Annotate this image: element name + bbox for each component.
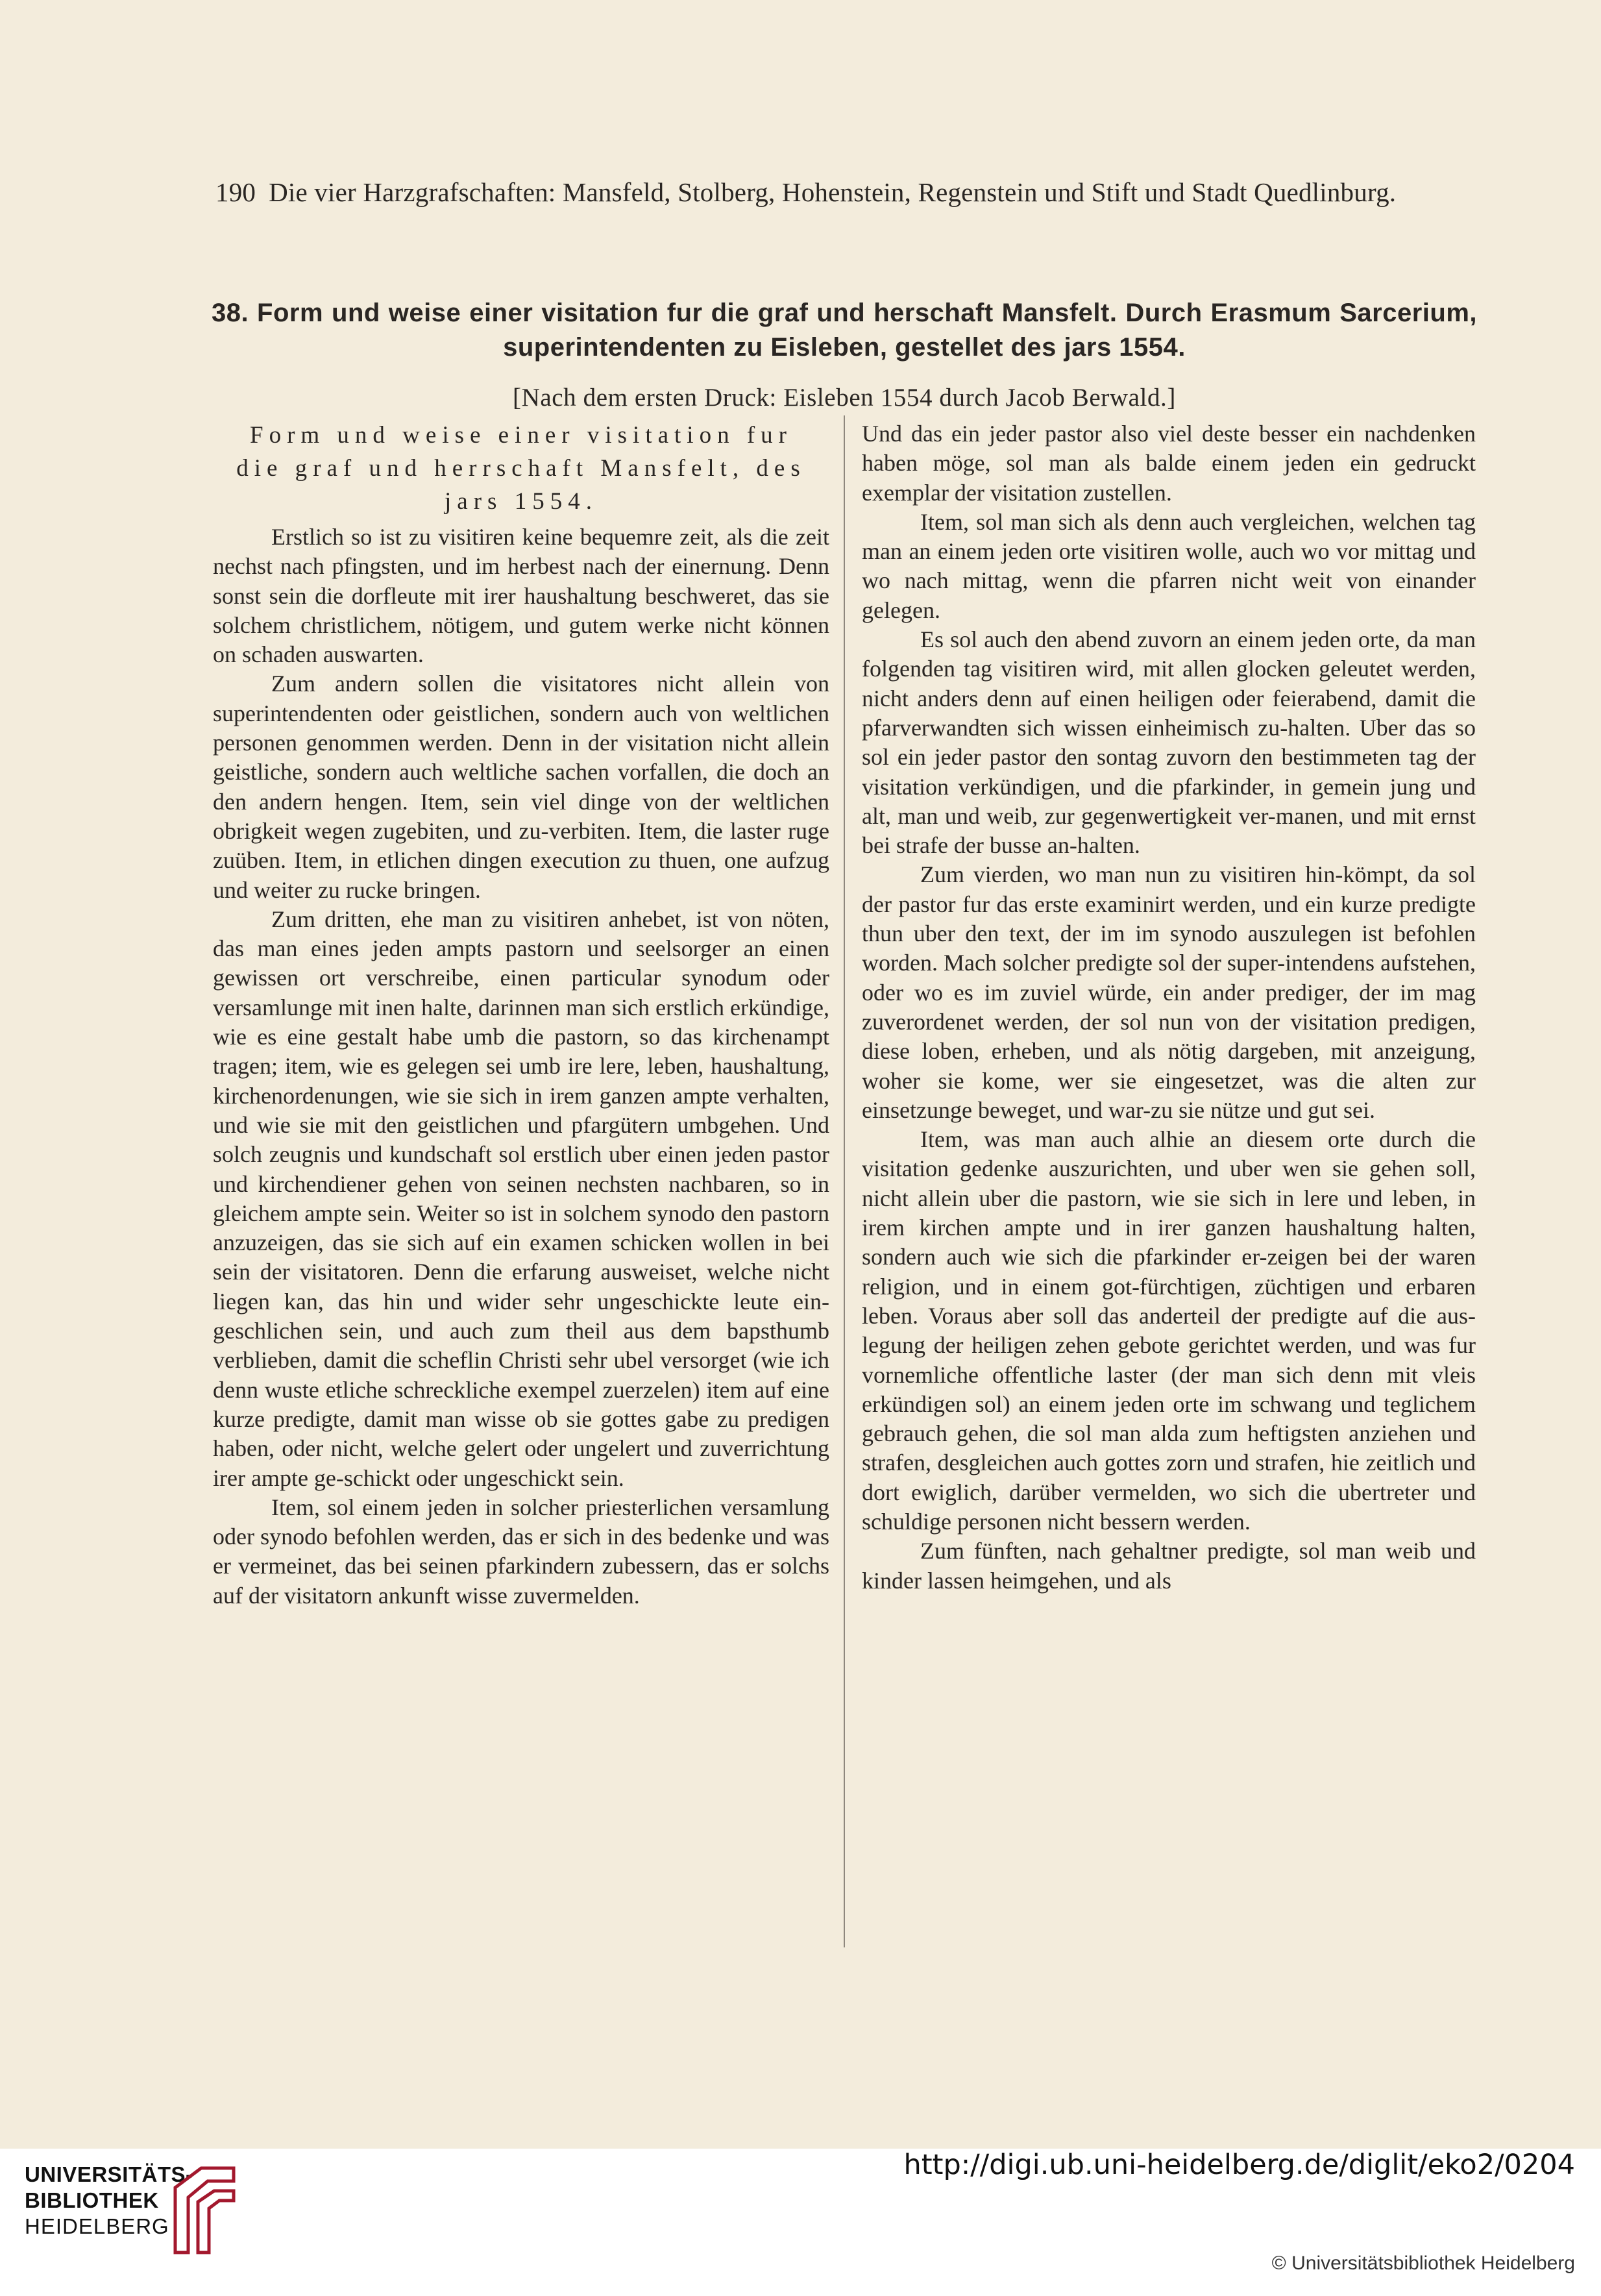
left-column bbox=[213, 421, 829, 1611]
left-paragraph-2: Zum andern sollen die visitatores nicht allein von superintendenten oder geistlichen, sondern auch von weltlichen personen genommen werden. Denn in der visitation nicht allein geistliche, sondern auch weltliche sachen vorfallen, die doch an den andern hengen. Item, sein viel dinge von der weltlichen obrigkeit wegen zugebiten, und zu-verbiten. Item, die laster ruge zuüben. Item, in etlichen dingen execution zu thuen, one aufzug und weiter zu rucke bringen. bbox=[213, 671, 829, 903]
right-paragraph-6: Zum fünften, nach gehaltner predigte, sol man weib und kinder lassen heimgehen, und als bbox=[862, 1538, 1476, 1594]
library-emblem-icon bbox=[162, 2162, 247, 2259]
left-paragraph-3: Zum dritten, ehe man zu visitiren anhebet, ist von nöten, das man eines jeden ampts pastorn und seelsorger an einen gewissen ort verschreibe, einen particular synodum oder versamlunge mit inen halte, darinnen man sich erstlich erkündige, wie es eine gestalt habe umb die pastorn, so das kirchenampt tragen; item, wie es gelegen sei umb ire lere, leben, haushaltung, kirchenordenungen, wie sie sich in irem ganzen ampte verhalten, und wie sie mit den geistlichen und pfargütern umbgehen. Und solch zeugnis und kundschaft sol erstlich uber einen jeden pastor und kirchendiener gehen von seinen nechsten nachbaren, so in gleichem ampte sein. Weiter so ist in solchem synodo den pastorn anzuzeigen, das sie sich auf ein examen schicken wollen in bei sein der visitatoren. Denn die erfarung ausweiset, welche nicht liegen kan, das hin und wider sehr ungeschickte leute ein-geschlichen sein, und auch zum theil aus dem bapsthumb verblieben, damit die scheflin Christi sehr ubel versorget (wie ich denn wuste etliche schreckliche exempel zuerzelen) item auf eine kurze predigte, damit man wisse ob sie gottes gabe zu predigen haben, oder nicht, welche gelert oder ungelert und zuverrichtung irer ampte ge-schickt oder ungeschickt sein. bbox=[213, 906, 829, 1491]
library-logo[interactable] bbox=[25, 2162, 297, 2259]
logo-line-3: HEIDELBERG bbox=[25, 2214, 169, 2238]
left-paragraph-1: Erstlich so ist zu visitiren keine bequemre zeit, als die zeit nechst nach pfingsten, und im herbest nach der einernung. Denn sonst sein die dorfleute mit irer haushaltung beschweret, das sie solchem christlichem, nötigem, und gutem werke nicht können on schaden auswarten. bbox=[213, 524, 829, 668]
right-paragraph-4: Zum vierden, wo man nun zu visitiren hin-kömpt, da sol der pastor fur das erste examinirt werden, und ein kurze predigte thun uber den text, der im im synodo auszulegen ist befohlen worden. Mach solcher predigte sol der super-intendens aufstehen, oder wo es im zuviel würde, ein ander prediger, der im mag zuverordenet werden, der sol nun von der visitation predigen, diese loben, erheben, und als nötig dargeben, mit anzeigung, woher sie kome, wer sie eingesetzet, was die alten zur einsetzunge beweget, und war-zu sie nütze und gut sei. bbox=[862, 861, 1476, 1123]
right-column bbox=[862, 419, 1476, 1596]
copyright-notice: © Universitätsbibliothek Heidelberg bbox=[1271, 2253, 1575, 2274]
permalink-url[interactable]: http://digi.ub.uni-heidelberg.de/diglit/eko2/0204 bbox=[903, 2149, 1575, 2181]
right-paragraph-1: Und das ein jeder pastor also viel deste besser ein nachdenken haben möge, sol man als balde einem jeden ein gedruckt exemplar der visitation zustellen. bbox=[862, 421, 1476, 506]
running-header bbox=[215, 177, 1448, 208]
source-note: [Nach dem ersten Druck: Eisleben 1554 durch Jacob Berwald.] bbox=[513, 384, 1176, 412]
left-paragraph-4: Item, sol einem jeden in solcher priesterlichen versamlung oder synodo befohlen werden, das er sich in des bedenke und was er vermeinet, das bei seinen pfarkindern zubessern, das er solchs auf der visitatorn ankunft wisse zuvermelden. bbox=[213, 1494, 829, 1609]
page-number: 190 bbox=[215, 177, 256, 207]
left-heading-line-1: Form und weise einer visitation fur bbox=[250, 422, 792, 449]
logo-line-1: UNIVERSITÄTS- bbox=[25, 2162, 193, 2186]
right-paragraph-5: Item, was man auch alhie an diesem orte durch die visitation gedenke auszurichten, und uber wen sie gehen soll, nicht allein uber die pastorn, wie sie sich in lere und leben, in irem kirchen ampte und in irer ganzen haushaltung halten, sondern auch wie sich die pfarkinder er-zeigen bei der waren religion, und in einem got-fürchtigen, züchtigen und erbaren leben. Voraus aber soll das anderteil der predigte auf die aus-legung der heiligen zehen gebote gerichtet werden, und was fur vornemliche offentliche laster (der man sich denn mit vleis erkündigen sol) an einem jeden orte im schwang und teglichem gebrauch gehen, die sol man alda zum heftigsten anziehen und strafen, desgleichen auch gottes zorn und strafen, hie zeitlich und dort ewiglich, darüber vermelden, wo sich die ubertreter und schuldige personen nicht bessern werden. bbox=[862, 1126, 1476, 1535]
section-title-line-2: superintendenten zu Eisleben, gestellet des jars 1554. bbox=[503, 333, 1186, 362]
left-heading-line-3: jars 1554. bbox=[445, 488, 598, 515]
right-paragraph-2: Item, sol man sich als denn auch vergleichen, welchen tag man an einem jeden orte visitiren wolle, auch wo vor mittag und wo nach mittag, wenn die pfarren nicht weit von einander gelegen. bbox=[862, 508, 1476, 623]
section-title-block bbox=[212, 299, 1477, 412]
right-paragraph-3: Es sol auch den abend zuvorn an einem jeden orte, da man folgenden tag visitiren wird, mit allen glocken geleutet werden, nicht anders denn auf einen heiligen oder feierabend, damit die pfarverwandten sich wissen einheimisch zu-halten. Uber das so sol ein jeder pastor den sontag zuvorn den bestimmeten tag der visitation verkündigen, und die pfarkinder, in gemein jung und alt, man und weib, zur gegenwertigkeit ver-manen, und mit ernst bei strafe der busse an-halten. bbox=[862, 626, 1476, 859]
running-title: Die vier Harzgrafschaften: Mansfeld, Stolberg, Hohenstein, Regenstein und Stift und Stadt Quedlinburg. bbox=[269, 177, 1397, 207]
column-divider bbox=[844, 415, 845, 1947]
logo-line-2: BIBLIOTHEK bbox=[25, 2188, 159, 2212]
section-title-line-1: 38. Form und weise einer visitation fur die graf und herschaft Mansfelt. Durch Erasmum Sarcerium, bbox=[212, 299, 1477, 327]
left-heading-line-2: die graf und herrschaft Mansfelt, des bbox=[236, 455, 806, 482]
